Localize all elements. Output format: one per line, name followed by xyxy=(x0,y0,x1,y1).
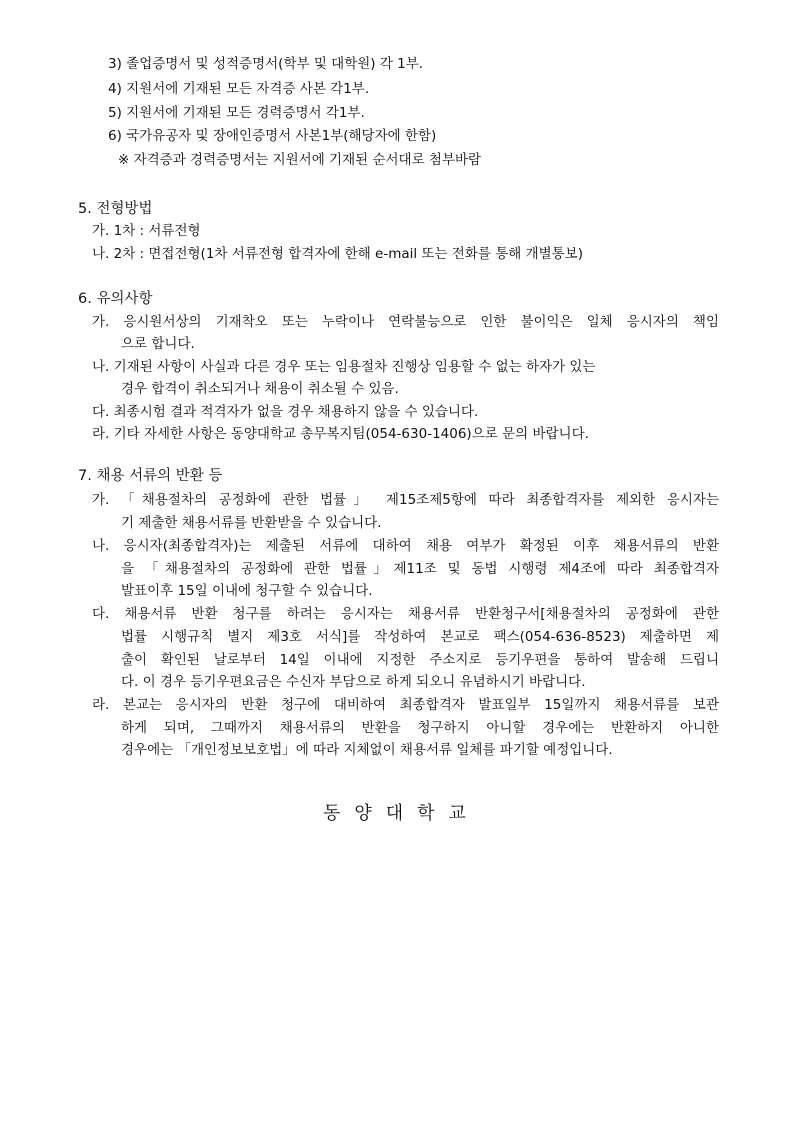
section-7-item-da-cont-2: 출이 확인된 날로부터 14일 이내에 지정한 주소지로 등기우편을 통하여 발송해 드립니 xyxy=(121,652,719,668)
section-7-item-ga: 가. 「채용절차의 공정화에 관한 법률」 제15조제5항에 따라 최종합격자를 제외한 응시자는 xyxy=(92,492,719,508)
section-6-item-ga-cont: 으로 합니다. xyxy=(121,336,195,352)
section-5-heading: 5. 전형방법 xyxy=(78,201,153,217)
section-7-item-da-cont-1: 법률 시행규칙 별지 제3호 서식]를 작성하여 본교로 팩스(054-636-8523) 제출하면 제 xyxy=(121,629,719,645)
section-7-item-ra-cont-1: 하게 되며, 그때까지 채용서류의 반환을 청구하지 아니할 경우에는 반환하지 아니한 xyxy=(121,720,719,736)
doc-item-3: 3) 졸업증명서 및 성적증명서(학부 및 대학원) 각 1부. xyxy=(108,56,424,72)
doc-note: ※ 자격증과 경력증명서는 지원서에 기재된 순서대로 첨부바람 xyxy=(118,152,482,168)
section-7-item-da-cont-3: 다. 이 경우 등기우편요금은 수신자 부담으로 하게 되오니 유념하시기 바랍니다. xyxy=(121,674,586,690)
section-7-item-na-cont-2: 발표이후 15일 이내에 청구할 수 있습니다. xyxy=(121,583,373,599)
section-6-item-na: 나. 기재된 사항이 사실과 다른 경우 또는 임용절차 진행상 임용할 수 없는 하자가 있는 xyxy=(92,359,596,375)
section-6-item-ga: 가. 응시원서상의 기재착오 또는 누락이나 연락불능으로 인한 불이익은 일체 응시자의 책임 xyxy=(92,314,719,330)
section-6-item-da: 다. 최종시험 결과 적격자가 없을 경우 채용하지 않을 수 있습니다. xyxy=(92,404,479,420)
section-7-item-na: 나. 응시자(최종합격자)는 제출된 서류에 대하여 채용 여부가 확정된 이후 채용서류의 반환 xyxy=(92,538,719,554)
section-7-heading: 7. 채용 서류의 반환 등 xyxy=(78,468,223,484)
section-7-item-da: 다. 채용서류 반환 청구를 하려는 응시자는 채용서류 반환청구서[채용절차의 공정화에 관한 xyxy=(92,606,719,622)
section-6-heading: 6. 유의사항 xyxy=(78,291,153,307)
section-7-item-ga-cont: 기 제출한 채용서류를 반환받을 수 있습니다. xyxy=(121,515,382,531)
university-name: 동양대학교 xyxy=(323,803,480,824)
doc-item-6: 6) 국가유공자 및 장애인증명서 사본1부(해당자에 한함) xyxy=(108,128,437,144)
section-6-item-na-cont: 경우 합격이 취소되거나 채용이 취소될 수 있음. xyxy=(121,381,399,397)
doc-item-5: 5) 지원서에 기재된 모든 경력증명서 각1부. xyxy=(108,105,365,121)
section-6-item-ra: 라. 기타 자세한 사항은 동양대학교 총무복지팀(054-630-1406)으로 문의 바랍니다. xyxy=(92,426,589,442)
section-5-item-na: 나. 2차 : 면접전형(1차 서류전형 합격자에 한해 e-mail 또는 전화를 통해 개별통보) xyxy=(92,246,584,262)
section-7-item-ra: 라. 본교는 응시자의 반환 청구에 대비하여 최종합격자 발표일부 15일까지 채용서류를 보관 xyxy=(92,697,719,713)
doc-item-4: 4) 지원서에 기재된 모든 자격증 사본 각1부. xyxy=(108,81,370,97)
section-5-item-ga: 가. 1차 : 서류전형 xyxy=(92,223,201,239)
section-7-item-ra-cont-2: 경우에는 「개인정보보호법」에 따라 지체없이 채용서류 일체를 파기할 예정입니다. xyxy=(121,742,613,758)
section-7-item-na-cont-1: 을 「채용절차의 공정화에 관한 법률」제11조 및 동법 시행령 제4조에 따라 최종합격자 xyxy=(121,561,719,577)
